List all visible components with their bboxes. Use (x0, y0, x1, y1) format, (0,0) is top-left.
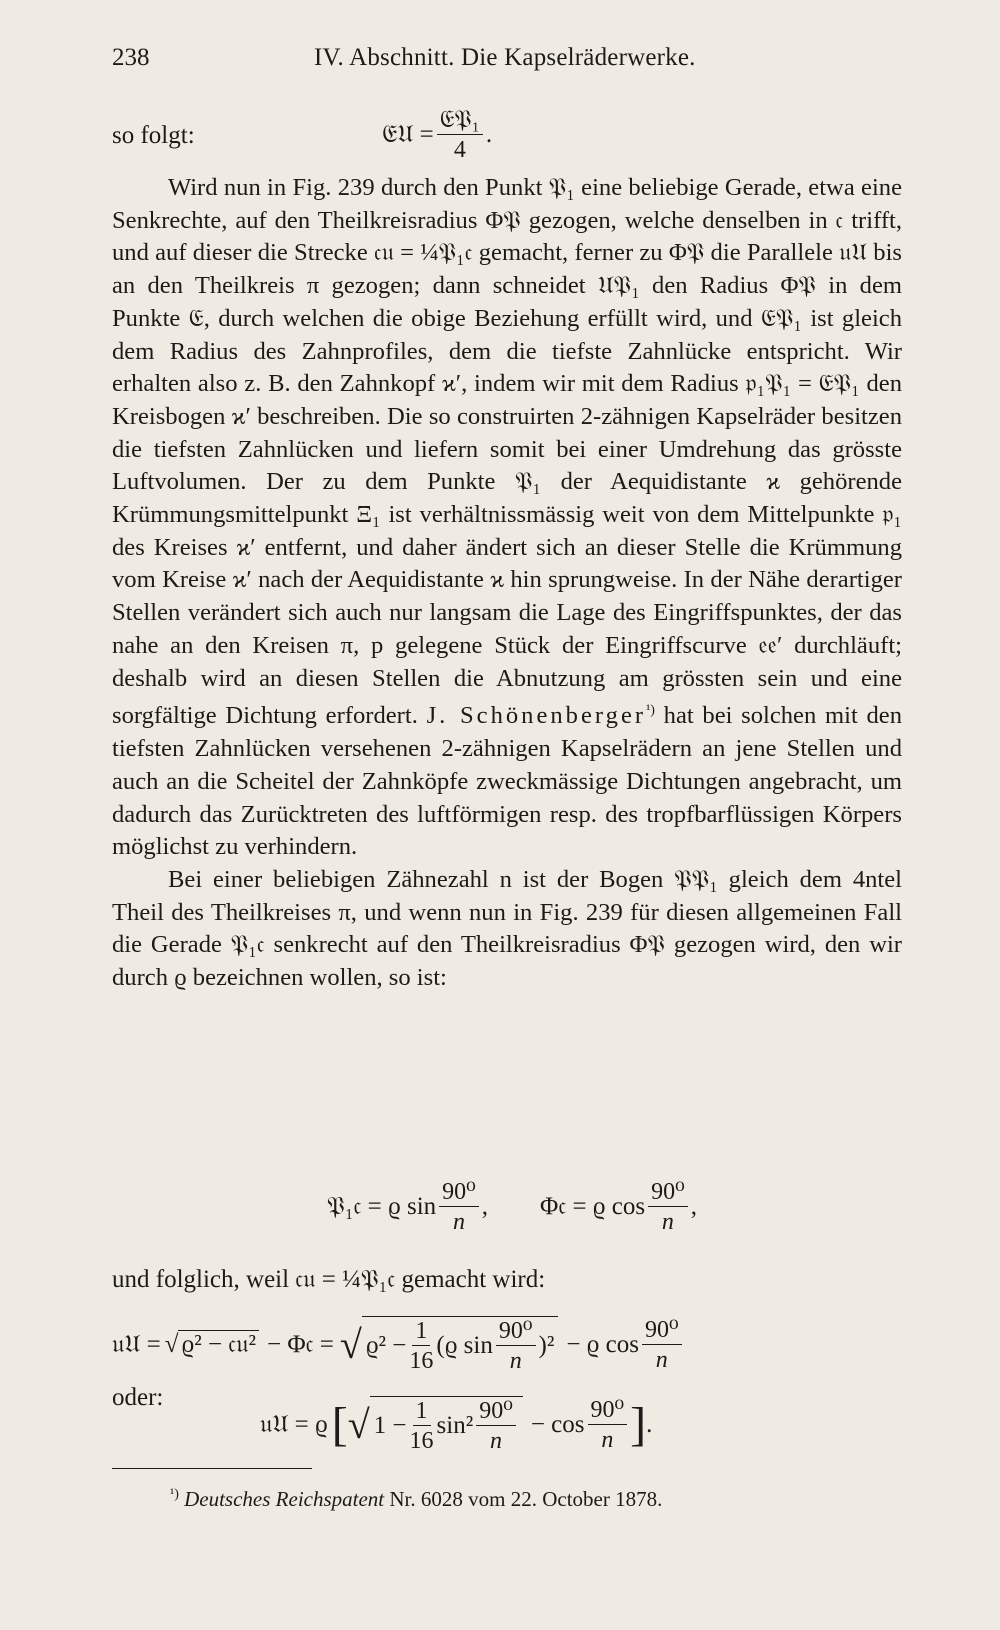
fb-lhs: 𝔲𝔘 = (112, 1330, 161, 1358)
fc-cos: − cos (530, 1410, 585, 1438)
frac-num: 90⁰ (476, 1399, 516, 1426)
page-number: 238 (112, 44, 150, 71)
paragraph-1-rest: hat bei solchen mit den tiefsten Zahnlücken versehenen 2-zähnigen Kapselrädern an jene Stellen und auch an die Scheitel der Zahnköpfe zweckmässige Dichtungen angebracht, um dadurch das Zurücktreten des luftförmigen resp. des tropfbarflüssigen Körpers möglichst zu verhindern. (112, 702, 902, 861)
fc-one-minus: 1 − (373, 1412, 407, 1439)
fa-left-frac (439, 1180, 479, 1234)
frac-num: 𝔈𝔓₁ (437, 108, 483, 135)
frac-den: n (601, 1426, 614, 1453)
page-header (112, 44, 892, 84)
sqrt-icon: √ (164, 1330, 179, 1358)
footnote-rule (112, 1468, 312, 1469)
line-after-a: und folglich, weil 𝔠𝔲 = ¼𝔓₁𝔠 gemacht wird: (112, 1266, 546, 1293)
so-folgt-label: so folgt: (112, 122, 195, 149)
sqrt-icon: √ (339, 1322, 362, 1367)
fb-tail: − ϱ cos (566, 1330, 639, 1358)
fb-paren-close: )² (538, 1332, 555, 1359)
author-name: J. Schönenberger (426, 702, 647, 730)
fc-radicand (370, 1396, 523, 1453)
footnote (170, 1487, 662, 1512)
fc-frac-2 (476, 1399, 516, 1453)
paragraph-1-text: Wird nun in Fig. 239 durch den Punkt 𝔓₁ eine beliebige Gerade, etwa eine Senkrechte, auf den Theilkreisradius Φ𝔓 gezogen, welche denselben in 𝔠 trifft, und auf dieser die Strecke 𝔠𝔲 = ¼𝔓₁𝔠 gemacht, ferner zu Φ𝔓 die Parallele 𝔲𝔘 bis an den Theilkreis π gezogen; dann schneidet 𝔘𝔓₁ den Radius Φ𝔓 in dem Punkte 𝔈, durch welchen die obige Beziehung erfüllt wird, und 𝔈𝔓₁ ist gleich dem Radius des Zahnprofiles, dem die tiefste Zahnlücke entspricht. Wir erhalten also z. B. den Zahnkopf ϰ′, indem wir mit dem Radius 𝔭₁𝔓₁ = 𝔈𝔓₁ den Kreisbogen ϰ′ beschreiben. Die so construirten 2-zähnigen Kapselräder besitzen die tiefsten Zahnlücken und liefern somit bei einer Umdrehung das grösste Luftvolumen. Der zu dem Punkte 𝔓₁ der Aequidistante ϰ gehörende Krümmungsmittelpunkt Ξ₁ ist verhältnissmässig weit von dem Mittelpunkte 𝔭₁ des Kreises ϰ′ entfernt, und daher ändert sich an dieser Stelle die Krümmung vom Kreise ϰ′ nach der Aequidistante ϰ hin sprungweise. In der Nähe derartiger Stellen verändert sich auch nur langsam die Lage des Eingriffspunktes, der das nahe an den Kreisen π, p gelegene Stück der Eingriffscurve 𝔢𝔢′ durchläuft; deshalb wird an diesen Stellen die Abnutzung am grössten sein und eine sorgfältige Dichtung erfordert. (112, 174, 902, 730)
equation-eu (382, 108, 492, 162)
frac-den: n (655, 1346, 668, 1373)
formula-c (260, 1396, 860, 1453)
paragraph-2: Bei einer beliebigen Zähnezahl n ist der Bogen 𝔓𝔓₁ gleich dem 4ntel Theil des Theilkreises π, und wenn nun in Fig. 239 für diesen allgemeinen Fall die Gerade 𝔓₁𝔠 senkrecht auf den Theilkreisradius Φ𝔓 gezogen wird, den wir durch ϱ bezeichnen wollen, so ist: (112, 865, 902, 992)
bracket-open-icon: [ (331, 1397, 348, 1451)
fa-sep: , (481, 1193, 489, 1220)
frac-den: 4 (453, 137, 466, 163)
eq-lhs: 𝔈𝔘 = (382, 121, 434, 148)
frac-den: 16 (409, 1428, 434, 1454)
footnote-ref: ¹) (646, 703, 655, 719)
fa-left-lhs: 𝔓₁𝔠 = ϱ sin (327, 1193, 437, 1220)
frac-den: n (490, 1428, 503, 1454)
frac-num: 90⁰ (588, 1398, 628, 1425)
formula-a-left (327, 1180, 488, 1234)
fc-sin: sin² (436, 1412, 474, 1439)
paragraph-1 (112, 172, 902, 864)
frac-num: 1 (413, 1399, 431, 1426)
sqrt-icon: √ (347, 1402, 370, 1447)
formula-a-right (540, 1180, 697, 1234)
bracket-close-icon: ] (630, 1397, 647, 1451)
fa-right-frac (648, 1180, 688, 1234)
fc-lhs: 𝔲𝔘 = ϱ (260, 1410, 328, 1438)
fb-frac-2 (496, 1319, 536, 1373)
fb-radicand-1: ϱ² − 𝔠𝔲² (178, 1330, 259, 1359)
fc-end: . (646, 1410, 653, 1438)
eq-tail: . (485, 121, 493, 148)
formula-b (112, 1316, 912, 1373)
frac-num: 90⁰ (496, 1319, 536, 1346)
oder-label: oder: (112, 1384, 164, 1411)
frac-num: 1 (412, 1319, 430, 1346)
lead-equation (112, 108, 892, 168)
frac-den: n (509, 1348, 522, 1374)
fb-radicand-2 (362, 1316, 559, 1373)
fa-end: , (690, 1193, 697, 1220)
fb-rho-sq: ϱ² − (365, 1332, 407, 1359)
fc-frac-3 (588, 1398, 628, 1452)
frac-den: n (452, 1209, 465, 1235)
eq-fraction (437, 108, 483, 162)
frac-den: n (661, 1209, 674, 1235)
fb-frac-1 (409, 1319, 433, 1373)
footnote-rest: Nr. 6028 vom 22. October 1878. (389, 1487, 663, 1511)
fb-paren-open: (ϱ sin (436, 1332, 493, 1359)
main-text (112, 172, 902, 995)
footnote-italic: Deutsches Reichspatent (184, 1487, 385, 1511)
frac-num: 90⁰ (642, 1318, 682, 1345)
running-title: IV. Abschnitt. Die Kapselräderwerke. (314, 44, 696, 71)
frac-den: 16 (409, 1348, 434, 1374)
fa-right-lhs: Φ𝔠 = ϱ cos (540, 1193, 646, 1220)
frac-num: 90⁰ (439, 1180, 479, 1207)
fc-frac-1 (410, 1399, 434, 1453)
footnote-mark: ¹) (170, 1487, 179, 1502)
formula-a (112, 1180, 912, 1234)
fb-mid: − Φ𝔠 = (267, 1330, 334, 1358)
frac-num: 90⁰ (648, 1180, 688, 1207)
fb-frac-3 (642, 1318, 682, 1372)
